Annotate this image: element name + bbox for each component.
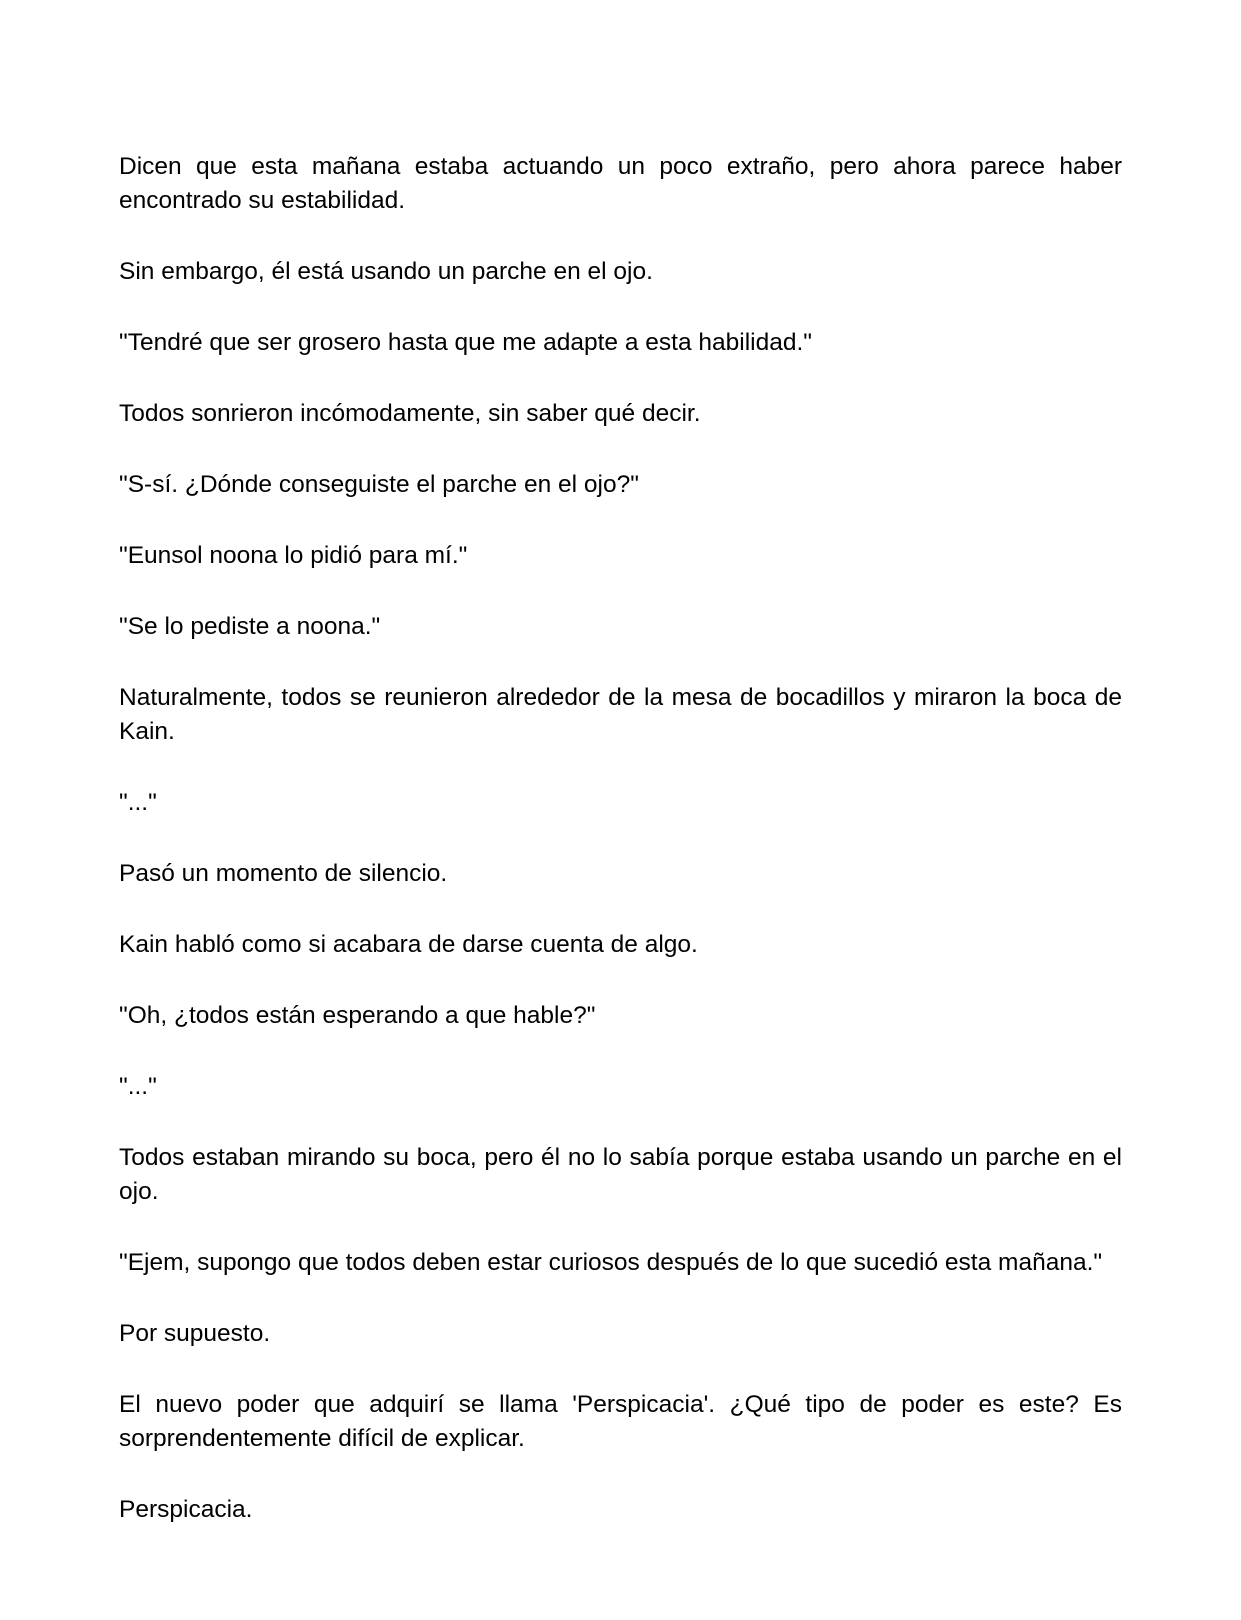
- paragraph: "Oh, ¿todos están esperando a que hable?": [119, 1002, 596, 1029]
- paragraph: Dicen que esta mañana estaba actuando un poco extraño, pero ahora parece haber encontrado su estabilidad.: [119, 153, 1122, 214]
- paragraph: "S-sí. ¿Dónde conseguiste el parche en el ojo?": [119, 471, 639, 498]
- document-body: [119, 150, 1122, 1527]
- paragraph: Todos sonrieron incómodamente, sin saber qué decir.: [119, 400, 701, 427]
- paragraph: Todos estaban mirando su boca, pero él no lo sabía porque estaba usando un parche en el ojo.: [119, 1144, 1122, 1205]
- paragraph: "Eunsol noona lo pidió para mí.": [119, 542, 468, 569]
- paragraph: "Se lo pediste a noona.": [119, 613, 381, 640]
- paragraph: Naturalmente, todos se reunieron alrededor de la mesa de bocadillos y miraron la boca de Kain.: [119, 684, 1122, 745]
- paragraph: Sin embargo, él está usando un parche en el ojo.: [119, 258, 653, 285]
- paragraph: Por supuesto.: [119, 1320, 271, 1347]
- paragraph: "Tendré que ser grosero hasta que me adapte a esta habilidad.": [119, 329, 812, 356]
- paragraph: Kain habló como si acabara de darse cuenta de algo.: [119, 931, 698, 958]
- paragraph: Pasó un momento de silencio.: [119, 860, 448, 887]
- paragraph: "...": [119, 789, 157, 816]
- paragraph: "Ejem, supongo que todos deben estar curiosos después de lo que sucedió esta mañana.": [119, 1249, 1103, 1276]
- paragraph: Perspicacia.: [119, 1496, 253, 1523]
- paragraph: El nuevo poder que adquirí se llama 'Perspicacia'. ¿Qué tipo de poder es este? Es sorprendentemente difícil de explicar.: [119, 1391, 1122, 1452]
- paragraph: "...": [119, 1073, 157, 1100]
